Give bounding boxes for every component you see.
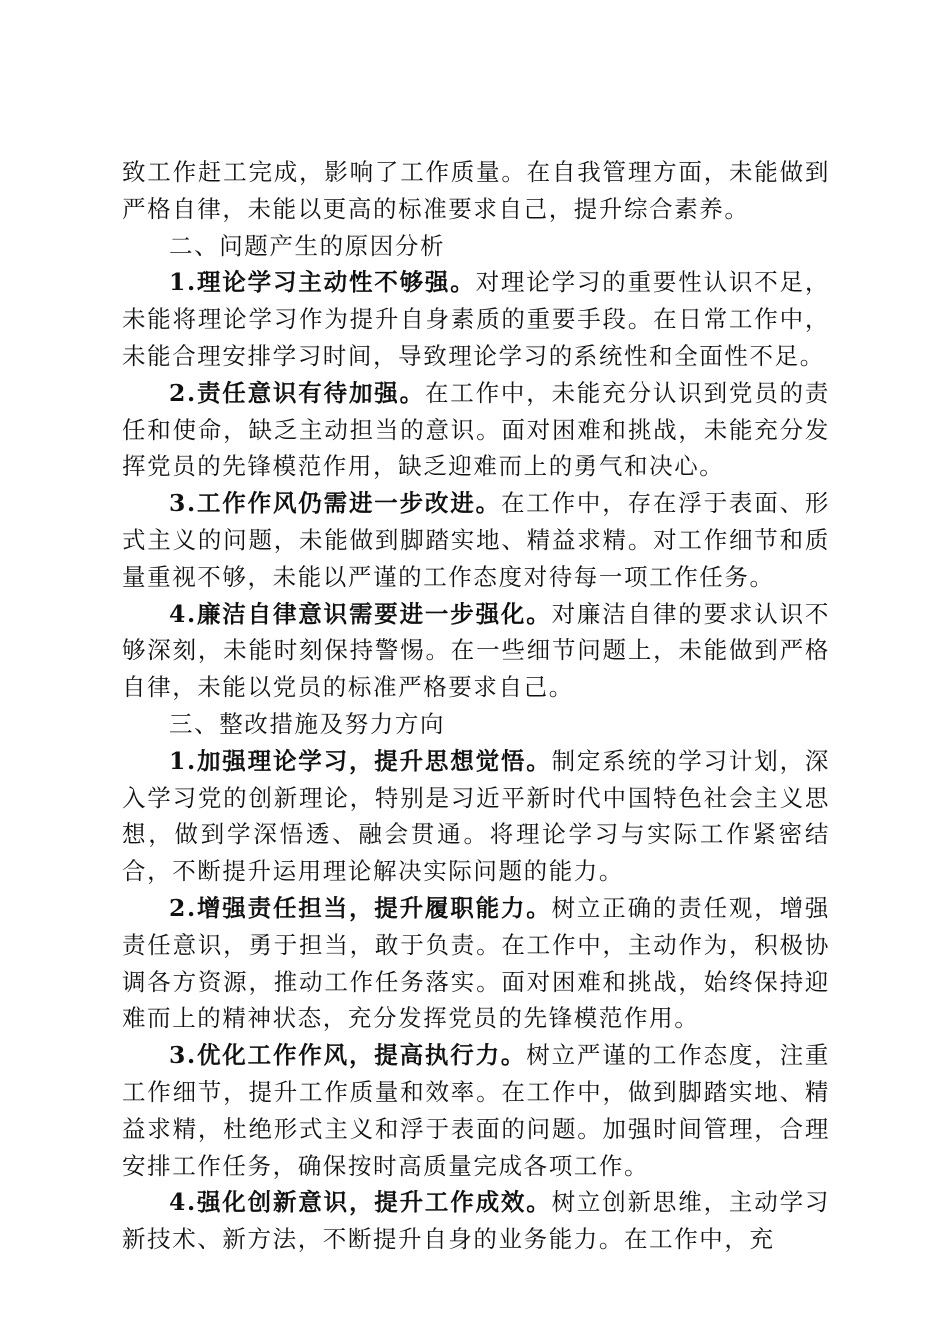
cause-item-4 — [122, 596, 830, 706]
measure-item-4-body: 树立创新思维，主动学习新技术、新方法，不断提升自身的业务能力。在工作中，充 — [122, 1188, 830, 1254]
measure-item-3-body: 树立严谨的工作态度，注重工作细节，提升工作质量和效率。在工作中，做到脚踏实地、精益求精，杜绝形式主义和浮于表面的问题。加强时间管理，合理安排工作任务，确保按时高质量完成各项工作。 — [122, 1041, 830, 1180]
measure-item-3-lead: 3.优化工作作风，提高执行力。 — [169, 1041, 527, 1070]
cause-item-3-body: 在工作中，存在浮于表面、形式主义的问题，未能做到脚踏实地、精益求精。对工作细节和质量重视不够，未能以严谨的工作态度对待每一项工作任务。 — [122, 489, 830, 591]
cause-item-2 — [122, 375, 830, 485]
measure-item-4 — [122, 1184, 830, 1258]
cause-item-3-lead: 3.工作作风仍需进一步改进。 — [169, 489, 501, 518]
measure-item-1 — [122, 743, 830, 890]
measure-item-4-lead: 4.强化创新意识，提升工作成效。 — [169, 1188, 552, 1217]
measure-item-3 — [122, 1037, 830, 1184]
section-heading-causes: 二、问题产生的原因分析 — [169, 231, 446, 260]
continuation-paragraph: 致工作赶工完成，影响了工作质量。在自我管理方面，未能做到严格自律，未能以更高的标准要求自己，提升综合素养。 — [122, 158, 830, 223]
document-body — [122, 154, 830, 1258]
cause-item-2-body: 在工作中，未能充分认识到党员的责任和使命，缺乏主动担当的意识。面对困难和挑战，未能充分发挥党员的先锋模范作用，缺乏迎难而上的勇气和决心。 — [122, 378, 830, 481]
cause-item-4-lead: 4.廉洁自律意识需要进一步强化。 — [169, 599, 552, 628]
measure-item-2-lead: 2.增强责任担当，提升履职能力。 — [169, 893, 552, 922]
measure-item-1-lead: 1.加强理论学习，提升思想觉悟。 — [169, 746, 552, 775]
section-heading-measures: 三、整改措施及努力方向 — [169, 709, 446, 738]
cause-item-3 — [122, 485, 830, 595]
cause-item-1 — [122, 264, 830, 374]
measure-item-1-body: 制定系统的学习计划，深入学习党的创新理论，特别是习近平新时代中国特色社会主义思想，做到学深悟透、融会贯通。将理论学习与实际工作紧密结合，不断提升运用理论解决实际问题的能力。 — [122, 746, 830, 886]
cause-item-1-lead: 1.理论学习主动性不够强。 — [169, 268, 476, 297]
measure-item-2-body: 树立正确的责任观，增强责任意识，勇于担当，敢于负责。在工作中，主动作为，积极协调各方资源，推动工作任务落实。面对困难和挑战，始终保持迎难而上的精神状态，充分发挥党员的先锋模范作用。 — [122, 893, 830, 1033]
cause-item-4-body: 对廉洁自律的要求认识不够深刻，未能时刻保持警惕。在一些细节问题上，未能做到严格自律，未能以党员的标准严格要求自己。 — [122, 599, 830, 702]
measure-item-2 — [122, 890, 830, 1037]
cause-item-2-lead: 2.责任意识有待加强。 — [169, 378, 425, 407]
cause-item-1-body: 对理论学习的重要性认识不足，未能将理论学习作为提升自身素质的重要手段。在日常工作中，未能合理安排学习时间，导致理论学习的系统性和全面性不足。 — [122, 268, 830, 370]
